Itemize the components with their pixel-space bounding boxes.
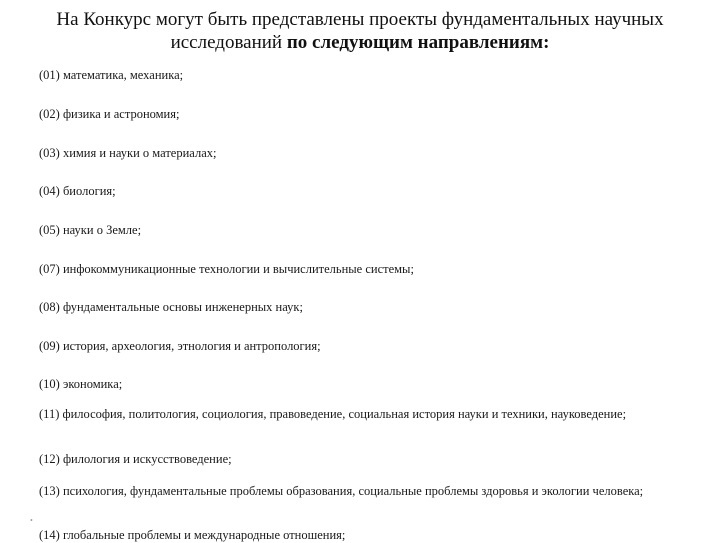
list-item: (04) биология; xyxy=(39,184,116,198)
list-item: (05) науки о Земле; xyxy=(39,223,142,237)
title-line-1: На Конкурс могут быть представлены проекты фундаментальных научных xyxy=(56,9,664,30)
list-item: (07) инфокоммуникационные технологии и вычислительные системы; xyxy=(39,262,414,276)
list-item: (03) химия и науки о материалах; xyxy=(39,146,217,160)
list-item: (10) экономика; xyxy=(39,377,123,391)
list-item: (01) математика, механика; xyxy=(39,68,184,82)
list-item: (08) фундаментальные основы инженерных наук; xyxy=(39,300,303,314)
title-line-2 xyxy=(0,31,720,54)
list-item: (14) глобальные проблемы и международные отношения; xyxy=(39,528,346,542)
list-item: (13) психология, фундаментальные проблемы образования, социальные проблемы здоровья и экологии человека; xyxy=(39,484,644,498)
bullet-dot-icon: • xyxy=(30,516,33,525)
list-item: (11) философия, политология, социология, правоведение, социальная история науки и техники, науковедение; xyxy=(39,407,627,421)
page-title xyxy=(0,8,720,54)
list-item: (09) история, археология, этнология и антропология; xyxy=(39,339,321,353)
title-line-2-bold: по следующим направлениям: xyxy=(286,32,550,53)
list-item: (12) филология и искусствоведение; xyxy=(39,452,232,466)
title-line-2-normal: исследований xyxy=(170,32,283,53)
list-item: (02) физика и астрономия; xyxy=(39,107,180,121)
